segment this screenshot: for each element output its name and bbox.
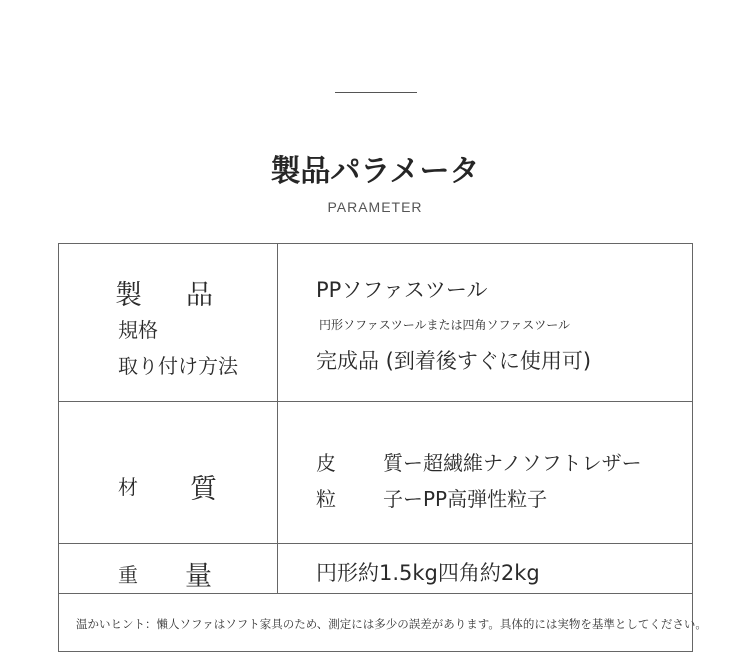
label-weight-1: 重 [118,563,138,587]
label-material-1: 材 [118,475,138,499]
footer-note: 温かいヒント：懶人ソファはソフト家具のため、測定には多少の誤差があります。具体的には実物を基準としてください。 [76,617,707,631]
label-install-method: 取り付け方法 [118,354,238,378]
page-subtitle: PARAMETER [327,199,423,215]
label-weight-2: 量 [185,561,212,592]
value-product: PPソファスツール [316,278,488,302]
value-spec: 円形ソファスツールまたは四角ソファスツール [319,318,571,332]
page-title: 製品パラメータ [270,154,480,189]
value-particle-text: 子ーPP高弾性粒子 [383,487,548,511]
top-divider [335,92,417,93]
value-install-method: 完成品 (到着後すぐに使用可) [316,349,592,373]
value-particle-key: 粒 [316,487,336,511]
table-border-right [692,243,693,652]
table-border-bottom [58,651,693,652]
label-spec: 規格 [118,318,158,342]
label-product-2: 品 [186,280,213,311]
value-leather-text: 質ー超繊維ナノソフトレザー [383,451,642,475]
row-divider-3 [58,593,693,594]
parameter-table [58,243,707,663]
row-divider-2 [58,543,693,544]
label-material-2: 質 [190,474,217,505]
table-border-left [58,243,59,652]
table-border-top [58,243,693,244]
row-divider-1 [58,401,693,402]
value-weight: 円形約1.5kg四角約2kg [316,561,540,585]
value-leather-key: 皮 [316,451,336,475]
label-product-1: 製 [115,280,142,311]
column-divider [277,243,278,593]
